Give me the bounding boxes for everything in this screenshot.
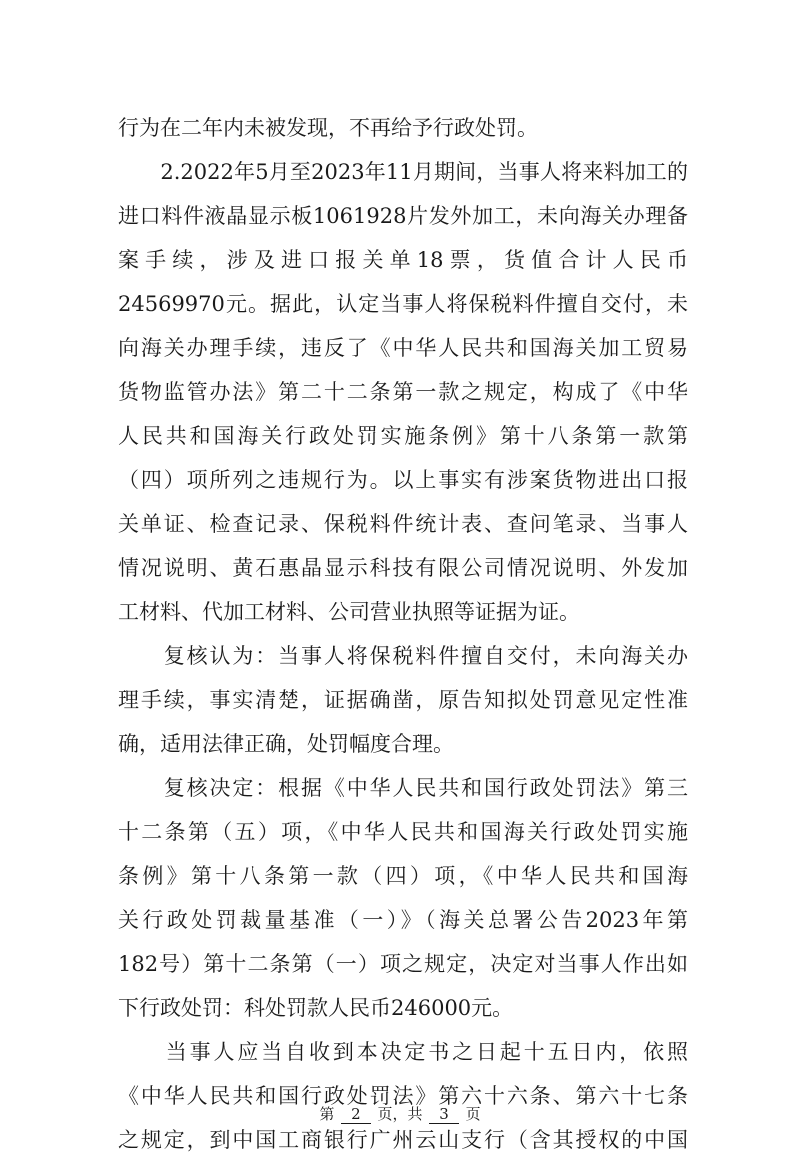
text-line: 下行政处罚：科处罚款人民币246000元。 [118, 996, 514, 1020]
text-line: 十二条第（五）项，《中华人民共和国海关行政处罚实施 [118, 820, 688, 844]
text-line: 条例》第十八条第一款（四）项，《中华人民共和国海 [118, 864, 688, 888]
text-line: （四）项所列之违规行为。以上事实有涉案货物进出口报 [118, 468, 688, 492]
text-line: 工材料、代加工材料、公司营业执照等证据为证。 [118, 600, 580, 624]
footer-middle: 页，共 [377, 1105, 423, 1123]
text-line: 人民共和国海关行政处罚实施条例》第十八条第一款第 [118, 424, 688, 448]
text-line: 货物监管办法》第二十二条第一款之规定，构成了《中华 [118, 380, 688, 404]
text-line: 进口料件液晶显示板1061928片发外加工，未向海关办理备 [118, 204, 688, 228]
current-page-number: 2 [341, 1105, 371, 1124]
text-line: 复核认为：当事人将保税料件擅自交付，未向海关办 [118, 644, 688, 668]
text-line: 向海关办理手续，违反了《中华人民共和国海关加工贸易 [118, 336, 688, 360]
footer-prefix: 第 [319, 1105, 335, 1123]
text-line: 182号）第十二条第（一）项之规定，决定对当事人作出如 [118, 952, 688, 976]
total-pages-number: 3 [429, 1105, 459, 1124]
text-line: 理手续，事实清楚，证据确凿，原告知拟处罚意见定性准 [118, 688, 688, 712]
text-line: 24569970元。据此，认定当事人将保税料件擅自交付，未 [118, 292, 688, 316]
text-line: 行为在二年内未被发现，不再给予行政处罚。 [118, 116, 538, 140]
text-line: 关单证、检查记录、保税料件统计表、查问笔录、当事人 [118, 512, 688, 536]
text-line: 2.2022年5月至2023年11月期间，当事人将来料加工的 [118, 160, 688, 184]
text-line: 当事人应当自收到本决定书之日起十五日内，依照 [118, 1040, 688, 1064]
text-line: 之规定，到中国工商银行广州云山支行（含其授权的中国 [118, 1128, 688, 1152]
text-line: 《中华人民共和国行政处罚法》第六十六条、第六十七条 [118, 1084, 688, 1108]
text-line: 案手续，涉及进口报关单18票，货值合计人民币 [118, 248, 688, 272]
document-body [118, 106, 688, 1162]
text-line: 关行政处罚裁量基准（一）》（海关总署公告2023年第 [118, 908, 688, 932]
text-line: 确，适用法律正确，处罚幅度合理。 [118, 732, 454, 756]
footer-suffix: 页 [465, 1105, 481, 1123]
text-line: 情况说明、黄石惠晶显示科技有限公司情况说明、外发加 [118, 556, 688, 580]
page-footer [0, 1104, 800, 1124]
text-line: 复核决定：根据《中华人民共和国行政处罚法》第三 [118, 776, 688, 800]
